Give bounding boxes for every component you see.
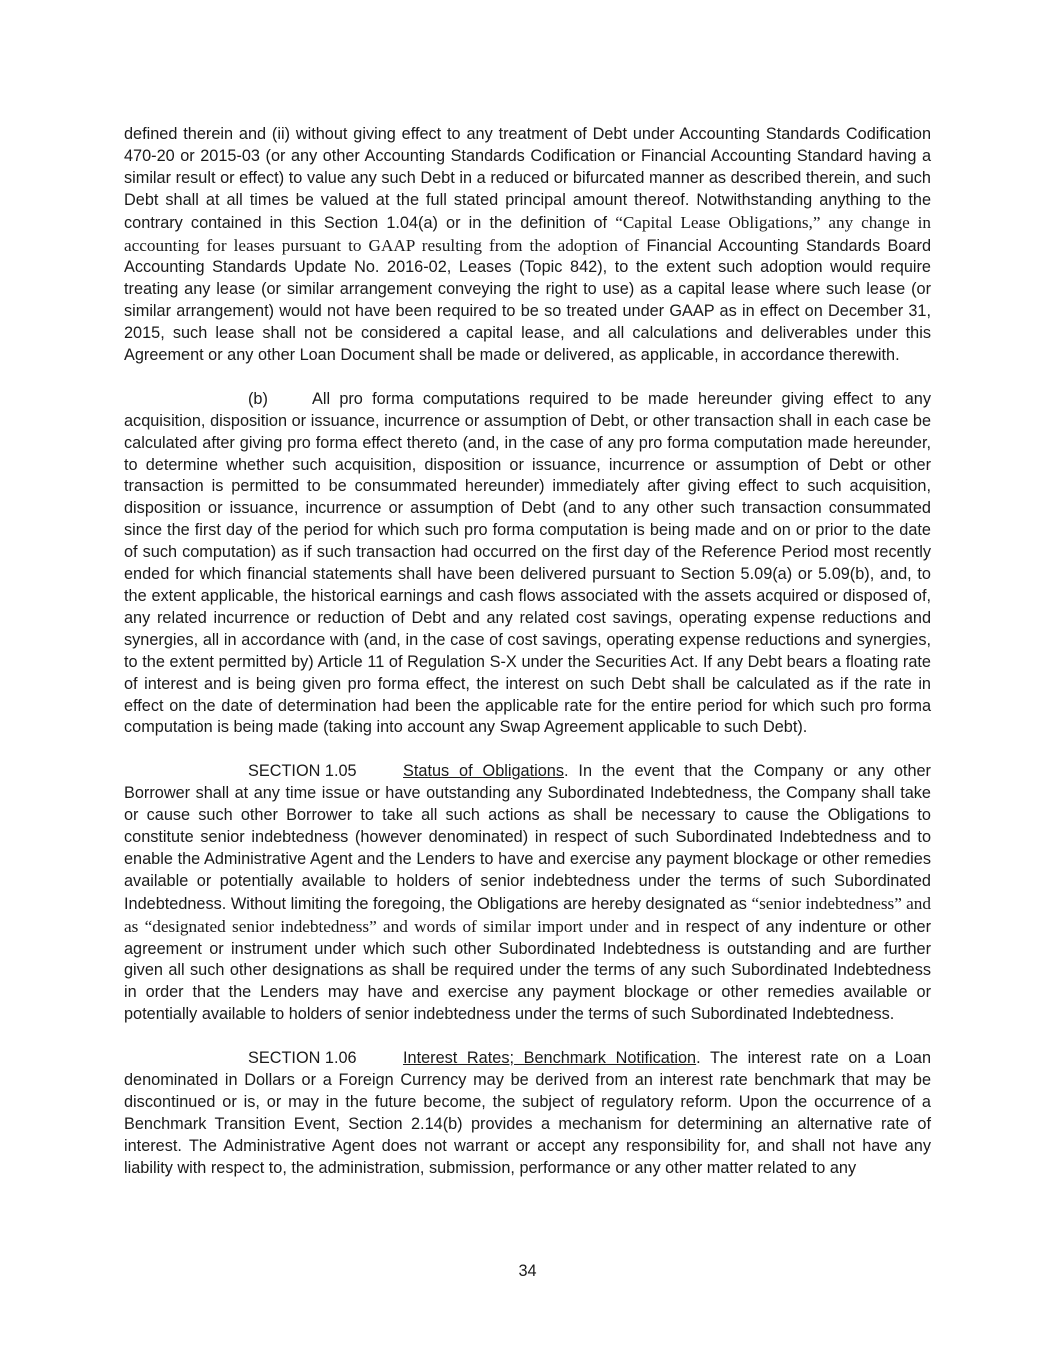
section-1-05 xyxy=(124,761,931,1026)
paragraph-1-04b xyxy=(124,389,931,740)
paragraph-text: respect of any indenture or other agreement or instrument under which such other Subordinated Indebtedness is outstanding and are further given all such other designations as shall be required under the terms of any such Subordinated Indebtedness in order that the Lenders may have and exercise any payment blockage or other remedies available or potentially available to holders of senior indebtedness under the terms of such Subordinated Indebtedness. xyxy=(124,917,931,1024)
paragraph-text: . The interest rate on a Loan denominated in Dollars or a Foreign Currency may be derived from an interest rate benchmark that may be discontinued or is, or may in the future become, the subject of regulatory reform. Upon the occurrence of a Benchmark Transition Event, Section 2.14(b) provides a mechanism for determining an alternative rate of interest. The Administrative Agent does not warrant or accept any responsibility for, and shall not have any liability with respect to, the administration, submission, performance or any other matter related to any xyxy=(124,1049,931,1177)
paragraph-text-serif: “senior indebtedness” and as “designated senior indebtedness” and words of similar import under and in xyxy=(124,893,931,936)
document-page xyxy=(124,124,931,1179)
paragraph-text: Financial Accounting Standards Board Accounting Standards Update No. 2016-02, Leases (Topic 842), to the extent such adoption would require treating any lease (or similar arrangement conveying the right to use) as a capital lease where such lease (or similar arrangement) would not have been required to be so treated under GAAP as in effect on December 31, 2015, such lease shall not be considered a capital lease, and all calculations and deliverables under this Agreement or any other Loan Document shall be made or delivered, as applicable, in accordance therewith. xyxy=(124,236,931,365)
section-1-06 xyxy=(124,1048,931,1179)
section-number: SECTION 1.06 xyxy=(248,1049,357,1068)
section-title: Interest Rates; Benchmark Notification xyxy=(403,1049,697,1068)
page-number: 34 xyxy=(518,1262,537,1280)
section-number: SECTION 1.05 xyxy=(248,762,357,781)
paragraph-text: defined therein and (ii) without giving effect to any treatment of Debt under Accounting Standards Codification 470-20 or 2015-03 (or any other Accounting Standards Codification or Financial Accounting Standard having a similar result or effect) to value any such Debt in a reduced or bifurcated manner as described therein, and such Debt shall at all times be valued at the full stated principal amount thereof. Notwithstanding anything to the contrary contained in this Section 1.04(a) or in the definition of xyxy=(124,125,931,232)
clause-label: (b) xyxy=(248,389,268,408)
paragraph-text: . In the event that the Company or any other Borrower shall at any time issue or have outstanding any Subordinated Indebtedness, the Company shall take or cause such other Borrower to take all such actions as shall be necessary to cause the Obligations to constitute senior indebtedness (however denominated) in respect of such Subordinated Indebtedness and to enable the Administrative Agent and the Lenders to have and exercise any payment blockage or other remedies available or potentially available to holders of senior indebtedness under the terms of such Subordinated Indebtedness. Without limiting the foregoing, the Obligations are hereby designated as xyxy=(124,762,931,913)
paragraph-1-04a-continuation xyxy=(124,124,931,367)
paragraph-text: All pro forma computations required to be made hereunder giving effect to any acquisition, disposition or issuance, incurrence or assumption of Debt, or other transaction shall in each case be calculated after giving pro forma effect thereto (and, in the case of any pro forma computation made hereunder, to determine whether such acquisition, disposition or issuance, incurrence or assumption of Debt or other transaction is permitted to be consummated hereunder) immediately after giving effect to such acquisition, disposition or issuance, incurrence or assumption of Debt (and to any other such transaction consummated since the first day of the period for which such pro forma computation is being made and on or prior to the date of such computation) as if such transaction had occurred on the first day of the Reference Period most recently ended for which financial statements shall have been delivered pursuant to Section 5.09(a) or 5.09(b), and, to the extent applicable, the historical earnings and cash flows associated with the assets acquired or disposed of, any related incurrence or reduction of Debt and any related cost savings, operating expense reductions and synergies, all in accordance with (and, in the case of cost savings, operating expense reductions and synergies, to the extent permitted by) Article 11 of Regulation S-X under the Securities Act. If any Debt bears a floating rate of interest and is being given pro forma effect, the interest on such Debt shall be calculated as if the rate in effect on the date of determination had been the applicable rate for the entire period for which such pro forma computation is being made (taking into account any Swap Agreement applicable to such Debt). xyxy=(124,389,931,737)
paragraph-text-serif: “Capital Lease Obligations,” any change in accounting for leases pursuant to GAAP resulting from the adoption of xyxy=(124,212,932,255)
section-title: Status of Obligations xyxy=(403,762,564,781)
